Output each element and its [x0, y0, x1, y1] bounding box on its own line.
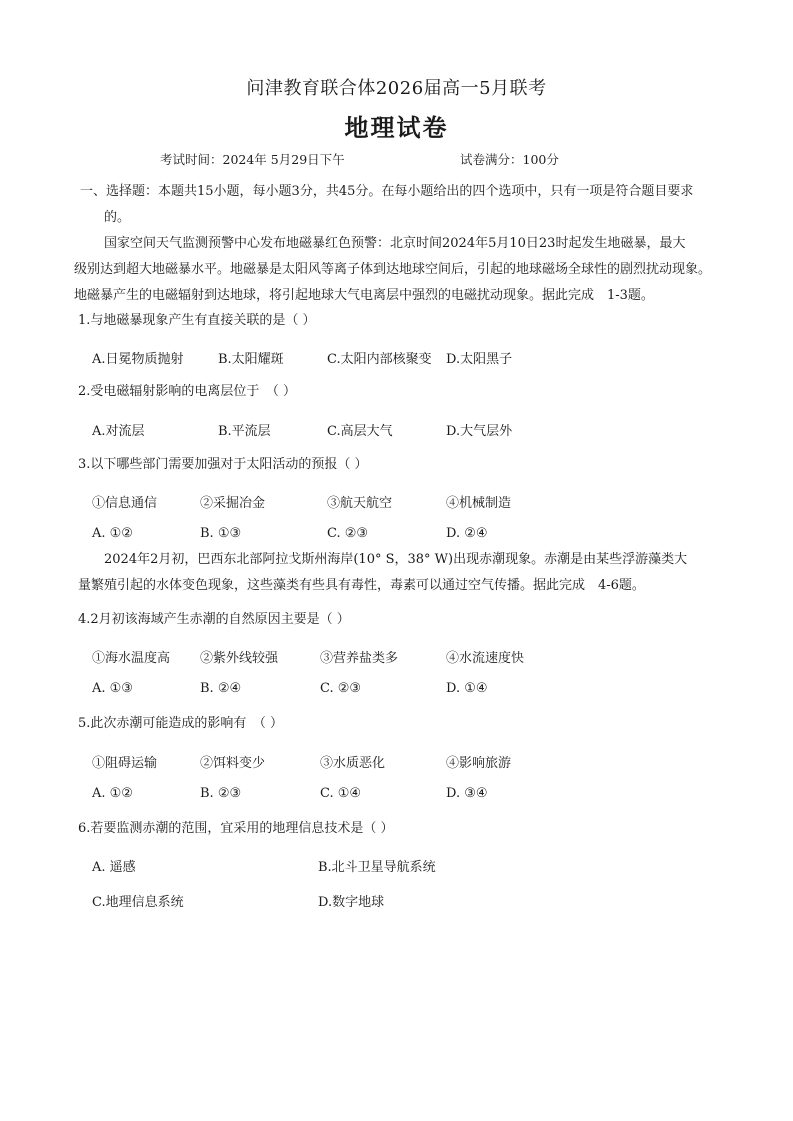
section-heading: 一、选择题：本题共15小题，每小题3分，共45分。在每小题给出的四个选项中，只有一项是符合题目要求 [80, 184, 694, 199]
q1-option-d[interactable]: D.太阳黑子 [446, 352, 513, 367]
q6-option-d[interactable]: D.数字地球 [318, 895, 385, 910]
q3-item-4: ④机械制造 [446, 496, 512, 511]
q4-item-1: ①海水温度高 [92, 651, 171, 666]
q5-item-1: ①阻碍运输 [92, 756, 158, 771]
q6-stem: 6.若要监测赤潮的范围，宜采用的地理信息技术是（ ） [78, 821, 394, 836]
q5-item-2: ②饵料变少 [200, 756, 266, 771]
q5-option-c[interactable]: C. ①④ [320, 786, 362, 801]
q4-item-4: ④水流速度快 [446, 651, 525, 666]
q5-option-a[interactable]: A. ①② [92, 786, 133, 801]
q5-option-b[interactable]: B. ②③ [200, 786, 242, 801]
full-score: 试卷满分：100分 [460, 152, 559, 167]
q4-option-c[interactable]: C. ②③ [320, 681, 362, 696]
q1-stem: 1.与地磁暴现象产生有直接关联的是（ ） [78, 313, 316, 328]
q4-item-2: ②紫外线较强 [200, 651, 279, 666]
passage1-line3: 地磁暴产生的电磁辐射到达地球，将引起地球大气电离层中强烈的电磁扰动现象。据此完成 1-3题。 [74, 288, 654, 303]
q5-item-4: ④影响旅游 [446, 756, 512, 771]
q3-option-b[interactable]: B. ①③ [200, 526, 242, 541]
q2-option-d[interactable]: D.大气层外 [446, 424, 513, 439]
q4-stem: 4.2月初该海域产生赤潮的自然原因主要是（ ） [78, 612, 350, 627]
q3-item-2: ②采掘冶金 [200, 496, 266, 511]
q2-stem: 2.受电磁辐射影响的电离层位于 （ ） [78, 384, 297, 399]
passage1-line2: 级别达到超大地磁暴水平。地磁暴是太阳风等离子体到达地球空间后，引起的地球磁场全球性的剧烈扰动现象。 [74, 262, 712, 277]
q5-option-d[interactable]: D. ③④ [446, 786, 488, 801]
q4-item-3: ③营养盐类多 [320, 651, 399, 666]
q2-option-b[interactable]: B.平流层 [218, 424, 271, 439]
q6-option-b[interactable]: B.北斗卫星导航系统 [318, 860, 436, 875]
subject-title: 地理试卷 [344, 113, 449, 142]
exam-name: 问津教育联合体2026届高一5月联考 [246, 78, 547, 99]
q4-option-b[interactable]: B. ②④ [200, 681, 242, 696]
q5-item-3: ③水质恶化 [320, 756, 386, 771]
q3-stem: 3.以下哪些部门需要加强对于太阳活动的预报（ ） [78, 457, 368, 472]
passage1-line1: 国家空间天气监测预警中心发布地磁暴红色预警：北京时间2024年5月10日23时起发生地磁暴，最大 [104, 236, 686, 251]
section-heading-cont: 的。 [104, 210, 131, 225]
q4-option-a[interactable]: A. ①③ [92, 681, 133, 696]
exam-time: 考试时间：2024年 5月29日下午 [160, 152, 345, 167]
q4-option-d[interactable]: D. ①④ [446, 681, 488, 696]
passage2-line2: 量繁殖引起的水体变色现象，这些藻类有些具有毒性，毒素可以通过空气传播。据此完成 4-6题。 [78, 578, 645, 593]
passage2-line1: 2024年2月初，巴西东北部阿拉戈斯州海岸(10° S，38° W)出现赤潮现象。赤潮是由某些浮游藻类大 [104, 552, 688, 567]
q3-option-d[interactable]: D. ②④ [446, 526, 488, 541]
q5-stem: 5.此次赤潮可能造成的影响有 （ ） [78, 716, 284, 731]
q3-item-1: ①信息通信 [92, 496, 158, 511]
q2-option-c[interactable]: C.高层大气 [327, 424, 393, 439]
q6-option-a[interactable]: A. 遥感 [92, 860, 136, 875]
q1-option-c[interactable]: C.太阳内部核聚变 [327, 352, 432, 367]
q1-option-b[interactable]: B.太阳耀斑 [218, 352, 284, 367]
q3-option-c[interactable]: C. ②③ [327, 526, 369, 541]
q3-item-3: ③航天航空 [327, 496, 393, 511]
q1-option-a[interactable]: A.日冕物质抛射 [92, 352, 184, 367]
q3-option-a[interactable]: A. ①② [92, 526, 133, 541]
q6-option-c[interactable]: C.地理信息系统 [92, 895, 184, 910]
q2-option-a[interactable]: A.对流层 [92, 424, 145, 439]
